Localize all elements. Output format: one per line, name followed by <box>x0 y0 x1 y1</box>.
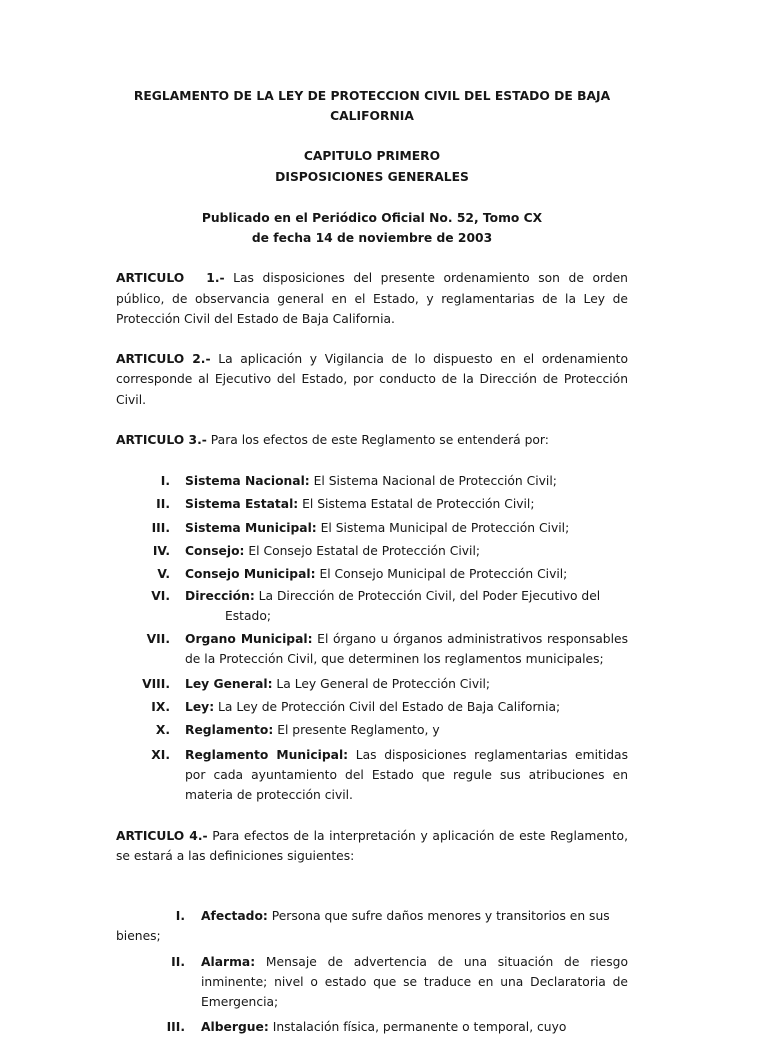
list-item-term: Sistema Municipal: <box>185 520 317 535</box>
spacer <box>116 806 628 826</box>
list-item <box>116 906 628 946</box>
list-item-numeral: VI. <box>151 588 170 603</box>
list-item <box>116 540 628 563</box>
article-2-body: La aplicación y Vigilancia de lo dispuesto en el ordenamiento corresponde al Ejecutivo del Estado, por conducto de la Dirección de Protección Civil. <box>116 352 629 407</box>
list-item-term: Consejo: <box>185 543 245 558</box>
article-1-paragraph <box>116 268 628 329</box>
list-item-term: Consejo Municipal: <box>185 566 316 581</box>
list-item-definition: La Ley de Protección Civil del Estado de Baja California; <box>218 699 561 714</box>
list-item-numeral: III. <box>151 520 170 535</box>
chapter-heading <box>116 146 628 186</box>
list-item-term: Dirección: <box>185 588 255 603</box>
list-item-term: Alarma: <box>201 954 256 969</box>
article-3-definition-list <box>116 470 628 805</box>
list-item-definition: El presente Reglamento, y <box>277 722 440 737</box>
list-item-numeral: VII. <box>146 632 170 647</box>
list-item-definition: Persona que sufre daños menores y transitorios en sus <box>271 909 610 924</box>
list-item-definition: El Sistema Municipal de Protección Civil; <box>320 520 570 535</box>
list-item-numeral: XI. <box>151 747 170 762</box>
list-item-text <box>185 563 628 586</box>
list-item <box>116 952 628 1013</box>
article-3-label: ARTICULO 3.- <box>116 433 207 447</box>
spacer <box>116 410 628 430</box>
list-item-definition: El Consejo Municipal de Protección Civil; <box>319 566 568 581</box>
list-item-numeral: I. <box>160 474 170 489</box>
list-item-numeral: I. <box>175 909 185 924</box>
article-3-paragraph <box>116 430 628 450</box>
list-item-text <box>185 470 628 493</box>
list-item-text <box>201 952 628 1013</box>
article-1-number: 1.- <box>206 271 225 286</box>
spacer <box>116 450 628 470</box>
chapter-heading-line-2: DISPOSICIONES GENERALES <box>275 169 469 184</box>
article-4-definition-list <box>116 906 628 1037</box>
list-item-numeral: IX. <box>151 699 170 714</box>
list-item-numeral: VIII. <box>142 676 170 691</box>
list-item-text <box>185 517 628 540</box>
list-item-text <box>185 745 628 806</box>
document-title-line-2: CALIFORNIA <box>330 109 414 124</box>
list-item-numeral: II. <box>171 954 185 969</box>
list-item-definition: El Consejo Estatal de Protección Civil; <box>248 543 481 558</box>
list-item-term: Ley: <box>185 699 215 714</box>
publication-info <box>116 208 628 248</box>
list-item <box>116 586 628 626</box>
list-item <box>116 1017 628 1037</box>
list-item <box>116 719 628 742</box>
list-item-text <box>201 1017 628 1037</box>
list-item <box>116 629 628 669</box>
list-item-term: Afectado: <box>201 909 268 924</box>
list-item-definition: La Ley General de Protección Civil; <box>276 676 491 691</box>
list-item-text <box>185 493 628 516</box>
document-title-line-1: REGLAMENTO DE LA LEY DE PROTECCION CIVIL DEL ESTADO DE BAJA <box>133 89 611 103</box>
spacer <box>116 187 628 208</box>
list-item-numeral: II. <box>156 497 170 512</box>
list-item-definition-tail-spacer <box>185 609 225 623</box>
list-item-first-line <box>116 906 628 926</box>
publication-info-line-2: de fecha 14 de noviembre de 2003 <box>251 231 493 246</box>
list-item-numeral: IV. <box>152 543 170 558</box>
list-item <box>116 696 628 719</box>
list-item-text <box>185 696 628 719</box>
list-item-term: Albergue: <box>201 1020 269 1035</box>
publication-info-line-1: Publicado en el Periódico Oficial No. 52, Tomo CX <box>201 210 543 225</box>
list-item-definition: Instalación física, permanente o temporal, cuyo <box>272 1020 567 1035</box>
list-item-text <box>185 540 628 563</box>
spacer <box>116 866 628 906</box>
list-item <box>116 470 628 493</box>
spacer <box>116 126 628 146</box>
list-item-numeral: V. <box>157 566 170 581</box>
article-3-body: Para los efectos de este Reglamento se entenderá por: <box>210 433 549 447</box>
list-item-text <box>185 586 628 626</box>
list-item <box>116 673 628 696</box>
list-item-term: Reglamento Municipal: <box>185 747 349 762</box>
list-item-numeral: X. <box>155 722 170 737</box>
chapter-heading-line-1: CAPITULO PRIMERO <box>303 149 441 164</box>
list-item-term: Ley General: <box>185 676 273 691</box>
list-item <box>116 563 628 586</box>
list-item-definition-tail: bienes; <box>116 929 161 944</box>
list-item-definition: El Sistema Estatal de Protección Civil; <box>302 497 535 512</box>
article-4-label: ARTICULO 4.- <box>116 828 208 843</box>
article-4-body: Para efectos de la interpretación y aplicación de este Reglamento, se estará a las definiciones siguientes: <box>116 828 628 863</box>
article-1-label: ARTICULO <box>116 271 185 286</box>
list-item-definition: Las disposiciones reglamentarias emitidas por cada ayuntamiento del Estado que regule sus atribuciones en materia de protección civil. <box>185 747 628 803</box>
list-item-text <box>201 906 628 926</box>
list-item-definition-tail: Estado; <box>225 609 272 624</box>
article-2-label: ARTICULO 2.- <box>116 352 211 367</box>
article-2-paragraph <box>116 349 628 410</box>
list-item-definition: El órgano u órganos administrativos responsables de la Protección Civil, que determinen los reglamentos municipales; <box>185 632 628 667</box>
list-item-text <box>185 629 628 669</box>
list-item-term: Sistema Estatal: <box>185 497 299 512</box>
list-item-text <box>185 673 628 696</box>
document-title <box>116 86 628 126</box>
list-item-definition: La Dirección de Protección Civil, del Poder Ejecutivo del <box>258 588 601 603</box>
list-item <box>116 493 628 516</box>
list-item-definition: Mensaje de advertencia de una situación de riesgo inminente; nivel o estado que se traduce en una Declaratoria de Emergencia; <box>201 954 628 1009</box>
spacer <box>116 248 628 268</box>
article-1-body: Las disposiciones del presente ordenamiento son de orden público, de observancia general en el Estado, y reglamentarias de la Ley de Protección Civil del Estado de Baja California. <box>116 271 628 326</box>
list-item-numeral: III. <box>166 1020 185 1035</box>
spacer <box>116 329 628 349</box>
list-item <box>116 517 628 540</box>
list-item-term: Sistema Nacional: <box>185 474 310 489</box>
list-item-term: Organo Municipal: <box>185 632 313 647</box>
list-item-term: Reglamento: <box>185 722 274 737</box>
list-item-definition: El Sistema Nacional de Protección Civil; <box>313 474 557 489</box>
list-item-text <box>185 719 628 742</box>
article-4-paragraph <box>116 826 628 866</box>
list-item <box>116 745 628 806</box>
